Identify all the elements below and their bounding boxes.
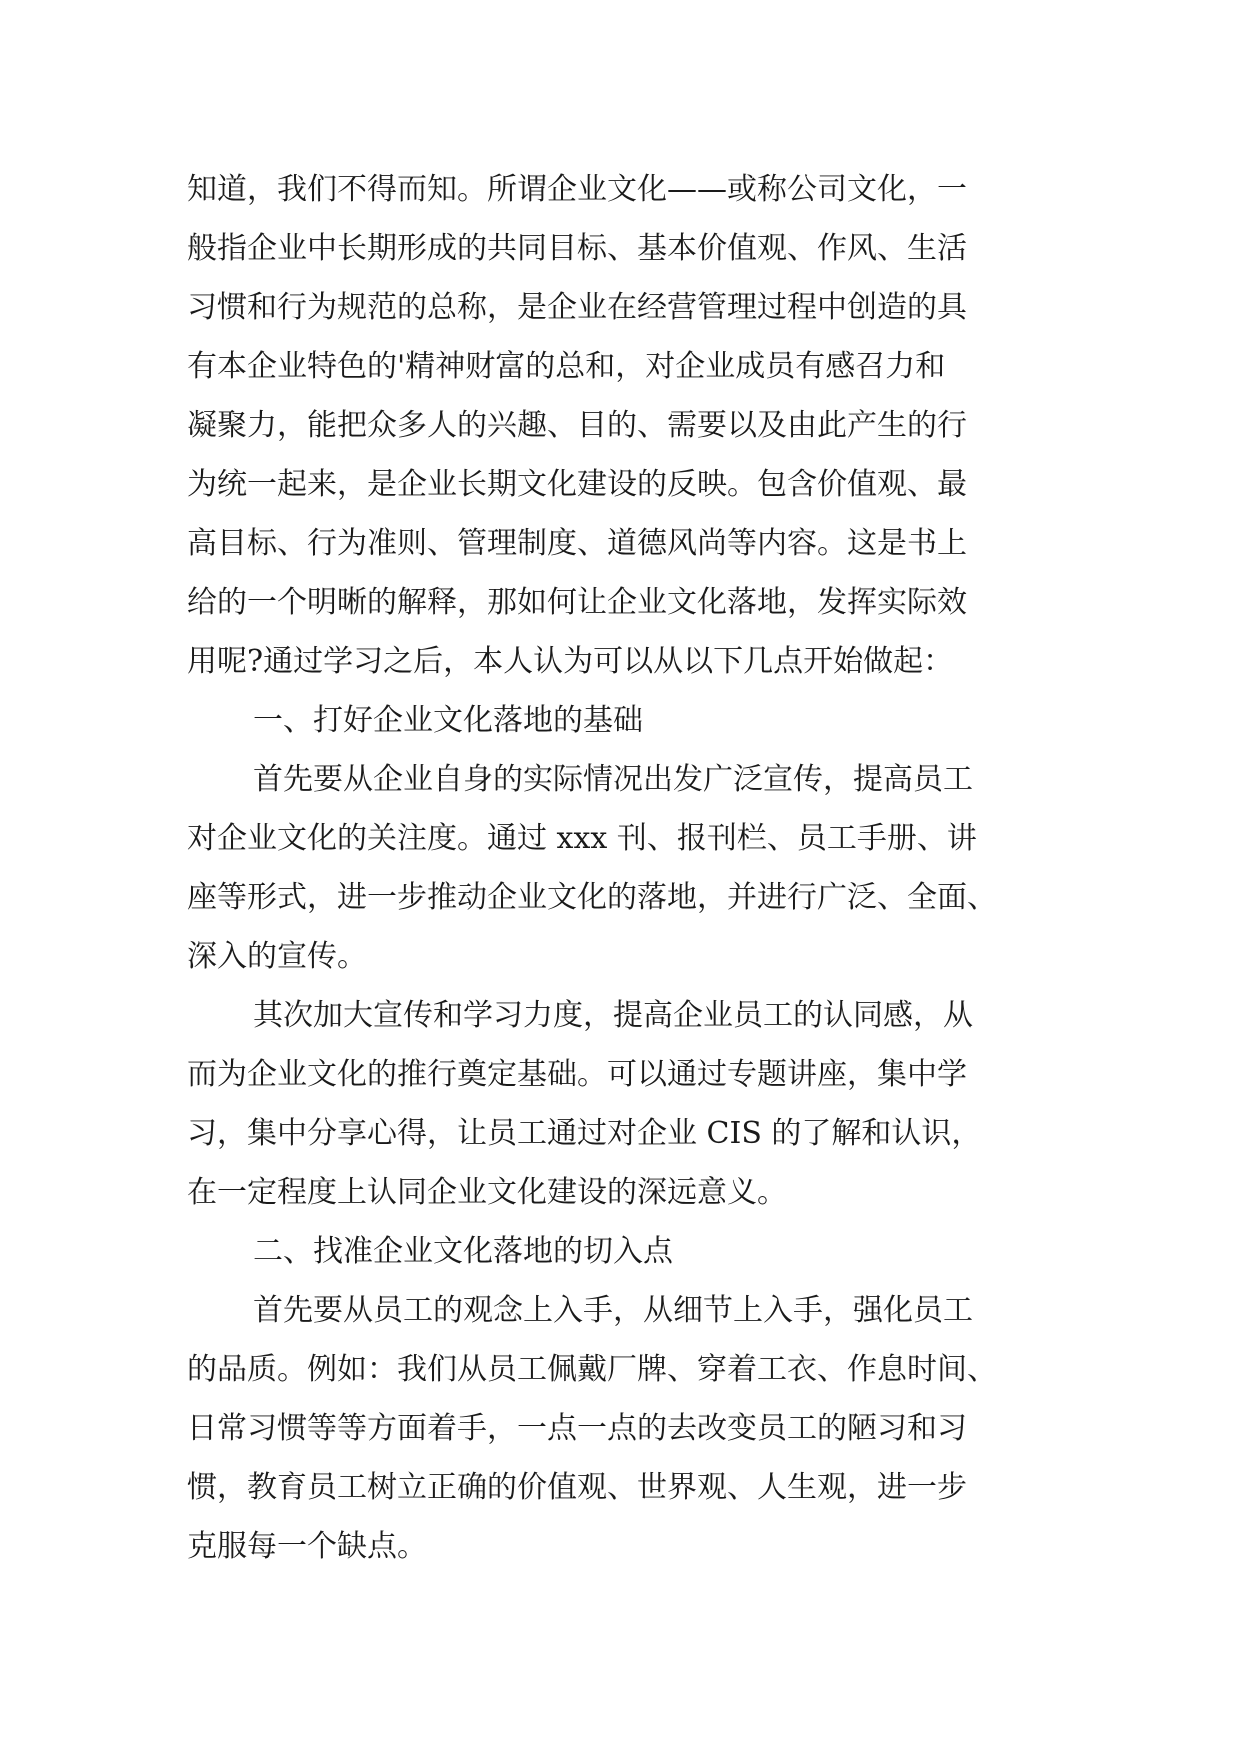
text-line: 座等形式，进一步推动企业文化的落地，并进行广泛、全面、	[187, 880, 997, 915]
text-line: 有本企业特色的'精神财富的总和，对企业成员有感召力和	[187, 349, 946, 384]
text-line: 深入的宣传。	[187, 939, 367, 974]
text-line: 而为企业文化的推行奠定基础。可以通过专题讲座，集中学	[187, 1057, 967, 1092]
document-body	[187, 160, 1067, 1576]
text-line: 日常习惯等等方面着手，一点一点的去改变员工的陋习和习	[187, 1411, 967, 1446]
section-heading: 二、找准企业文化落地的切入点	[253, 1234, 673, 1269]
text-line: 对企业文化的关注度。通过 xxx 刊、报刊栏、员工手册、讲	[187, 821, 977, 856]
text-line: 给的一个明晰的解释，那如何让企业文化落地，发挥实际效	[187, 585, 967, 620]
text-line: 用呢?通过学习之后，本人认为可以从以下几点开始做起：	[187, 644, 954, 679]
text-line: 为统一起来，是企业长期文化建设的反映。包含价值观、最	[187, 467, 967, 502]
text-line: 习，集中分享心得，让员工通过对企业 CIS 的了解和认识，	[187, 1116, 982, 1151]
text-line: 首先要从企业自身的实际情况出发广泛宣传，提高员工	[253, 762, 973, 797]
text-line: 习惯和行为规范的总称，是企业在经营管理过程中创造的具	[187, 290, 967, 325]
text-line: 的品质。例如：我们从员工佩戴厂牌、穿着工衣、作息时间、	[187, 1352, 997, 1387]
text-line: 高目标、行为准则、管理制度、道德风尚等内容。这是书上	[187, 526, 967, 561]
text-line: 其次加大宣传和学习力度，提高企业员工的认同感，从	[253, 998, 973, 1033]
text-line: 凝聚力，能把众多人的兴趣、目的、需要以及由此产生的行	[187, 408, 967, 443]
section-heading: 一、打好企业文化落地的基础	[253, 703, 643, 738]
text-line: 克服每一个缺点。	[187, 1529, 427, 1564]
text-line: 般指企业中长期形成的共同目标、基本价值观、作风、生活	[187, 231, 967, 266]
text-line: 知道，我们不得而知。所谓企业文化——或称公司文化，一	[187, 172, 967, 207]
text-line: 首先要从员工的观念上入手，从细节上入手，强化员工	[253, 1293, 973, 1328]
text-line: 在一定程度上认同企业文化建设的深远意义。	[187, 1175, 787, 1210]
text-line: 惯，教育员工树立正确的价值观、世界观、人生观，进一步	[187, 1470, 967, 1505]
